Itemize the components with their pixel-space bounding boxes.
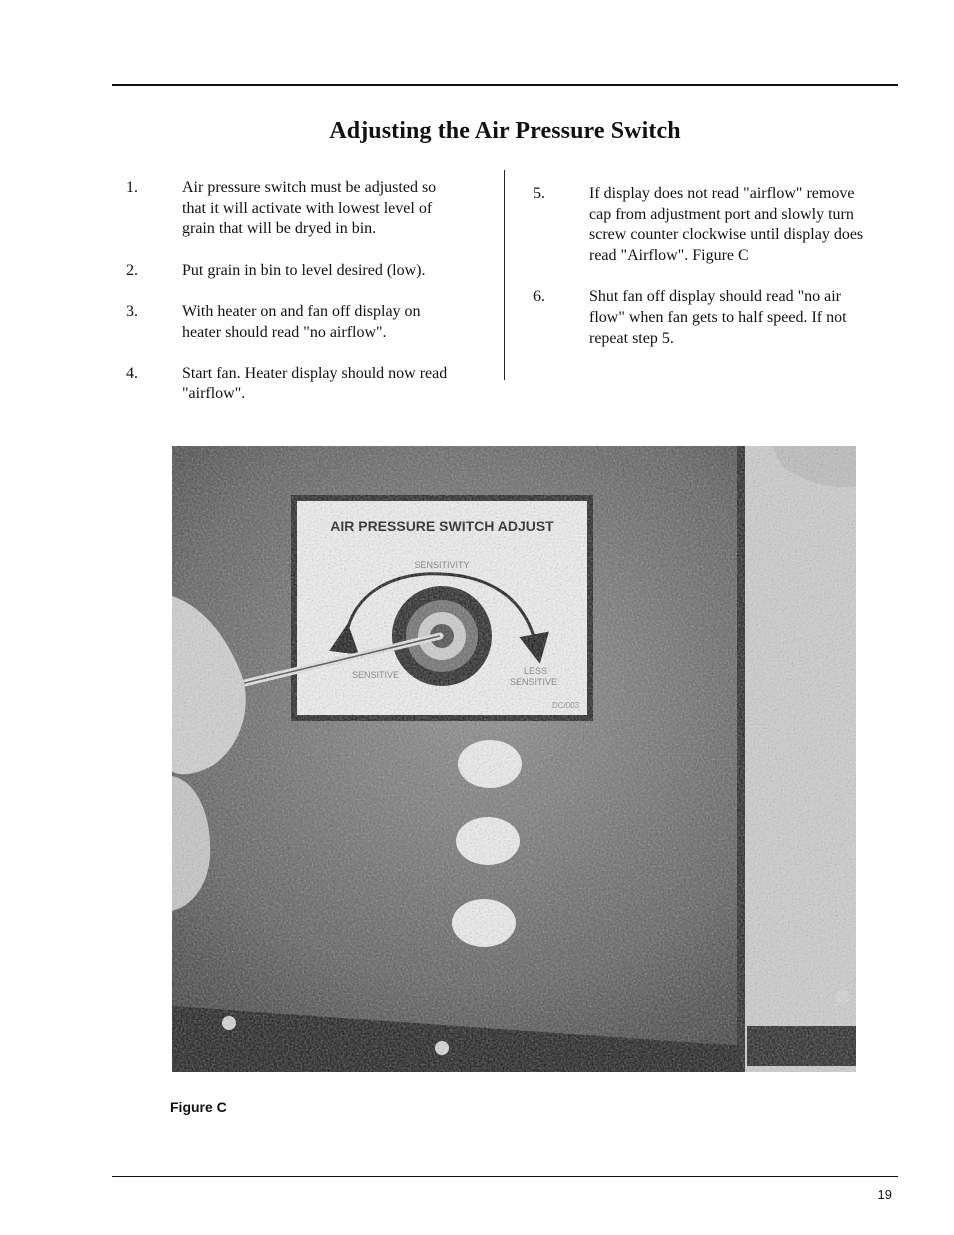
page-title: Adjusting the Air Pressure Switch bbox=[329, 118, 681, 144]
page-number: 19 bbox=[877, 1187, 892, 1202]
photo-illustration bbox=[172, 446, 856, 1072]
step-number: 3. bbox=[126, 302, 138, 320]
step-item bbox=[126, 364, 486, 405]
figure-caption: Figure C bbox=[170, 1099, 227, 1115]
column-divider bbox=[504, 170, 505, 380]
step-number: 4. bbox=[126, 364, 138, 382]
steps-column-left bbox=[126, 178, 486, 426]
step-text: With heater on and fan off display on heater should read "no airflow". bbox=[182, 302, 421, 341]
step-text: Air pressure switch must be adjusted so that it will activate with lowest level of grain that will be dryed in bin. bbox=[182, 179, 437, 238]
step-item bbox=[126, 178, 486, 240]
step-item bbox=[533, 184, 893, 267]
step-text: Start fan. Heater display should now read "airflow". bbox=[182, 364, 448, 403]
bottom-rule bbox=[112, 1176, 898, 1177]
top-rule bbox=[112, 84, 898, 86]
step-number: 2. bbox=[126, 261, 138, 279]
step-text: If display does not read "airflow" remove cap from adjustment port and slowly turn screw counter clockwise until display does read "Airflow". Figure C bbox=[589, 185, 864, 265]
step-text: Put grain in bin to level desired (low). bbox=[182, 261, 426, 279]
step-number: 1. bbox=[126, 179, 138, 196]
step-number: 6. bbox=[533, 288, 545, 306]
step-item bbox=[533, 287, 893, 349]
step-item bbox=[126, 302, 486, 343]
step-text: Shut fan off display should read "no air flow" when fan gets to half speed. If not repeat step 5. bbox=[589, 288, 847, 347]
step-number: 5. bbox=[533, 185, 545, 202]
step-item bbox=[126, 261, 486, 282]
steps-column-right bbox=[533, 184, 893, 370]
figure-c-photo bbox=[172, 446, 856, 1072]
